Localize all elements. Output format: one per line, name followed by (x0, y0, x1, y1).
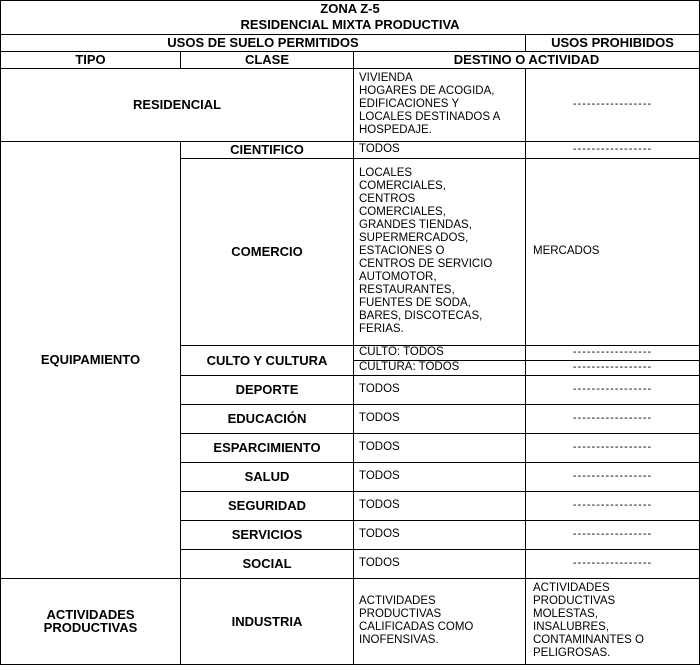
prohibido-salud: ----------------- (526, 462, 700, 491)
header-tipo: TIPO (1, 51, 181, 68)
tipo-residencial: RESIDENCIAL (1, 68, 354, 141)
destino-salud: TODOS (354, 462, 526, 491)
clase-deporte: DEPORTE (181, 375, 354, 404)
destino-line: RESTAURANTES, (359, 284, 455, 296)
tipo-equipamiento: EQUIPAMIENTO (1, 141, 181, 578)
destino-cientifico: TODOS (354, 141, 526, 158)
prohibido-line: MOLESTAS, (533, 608, 598, 620)
zone-title: ZONA Z-5 (1, 1, 700, 18)
tipo-line: PRODUCTIVAS (43, 620, 138, 635)
destino-line: PRODUCTIVAS (359, 608, 442, 620)
prohibido-educacion: ----------------- (526, 404, 700, 433)
destino-servicios: TODOS (354, 520, 526, 549)
clase-comercio: COMERCIO (181, 158, 354, 345)
prohibido-industria (526, 578, 700, 664)
tipo-actividades-productivas (1, 578, 181, 664)
destino-line: BARES, DISCOTECAS, (359, 310, 483, 322)
prohibido-social: ----------------- (526, 549, 700, 578)
destino-line: CENTROS DE SERVICIO (359, 258, 493, 270)
destino-comercio (354, 158, 526, 345)
destino-line: VIVIENDA (359, 72, 413, 84)
destino-line: EDIFICACIONES Y (359, 98, 460, 110)
header-clase: CLASE (181, 51, 354, 68)
prohibido-comercio: MERCADOS (526, 158, 700, 345)
destino-line: COMERCIALES, (359, 180, 446, 192)
prohibido-line: CONTAMINANTES O (533, 634, 644, 646)
clase-seguridad: SEGURIDAD (181, 491, 354, 520)
prohibido-residencial: ----------------- (526, 68, 700, 141)
destino-culto: CULTO: TODOS (354, 345, 526, 360)
destino-seguridad: TODOS (354, 491, 526, 520)
row-cientifico (1, 141, 700, 158)
destino-line: SUPERMERCADOS, (359, 232, 469, 244)
prohibido-servicios: ----------------- (526, 520, 700, 549)
destino-esparcimiento: TODOS (354, 433, 526, 462)
destino-industria (354, 578, 526, 664)
destino-cultura: CULTURA: TODOS (354, 360, 526, 375)
destino-line: FUENTES DE SODA, (359, 297, 471, 309)
prohibido-esparcimiento: ----------------- (526, 433, 700, 462)
prohibido-line: PELIGROSAS. (533, 647, 611, 659)
tipo-line: ACTIVIDADES (46, 607, 135, 622)
clase-esparcimiento: ESPARCIMIENTO (181, 433, 354, 462)
destino-line: CALIFICADAS COMO (359, 621, 474, 633)
destino-line: AUTOMOTOR, (359, 271, 437, 283)
prohibido-cultura: ----------------- (526, 360, 700, 375)
destino-line: HOSPEDAJE. (359, 124, 432, 136)
destino-line: LOCALES DESTINADOS A (359, 111, 501, 123)
clase-educacion: EDUCACIÓN (181, 404, 354, 433)
zone-subtitle: RESIDENCIAL MIXTA PRODUCTIVA (1, 17, 700, 34)
header-permitted: USOS DE SUELO PERMITIDOS (1, 34, 526, 51)
clase-salud: SALUD (181, 462, 354, 491)
clase-servicios: SERVICIOS (181, 520, 354, 549)
destino-deporte: TODOS (354, 375, 526, 404)
destino-line: ESTACIONES O (359, 245, 445, 257)
prohibido-culto: ----------------- (526, 345, 700, 360)
destino-line: INOFENSIVAS. (359, 634, 439, 646)
prohibido-line: PRODUCTIVAS (533, 595, 616, 607)
destino-residencial (354, 68, 526, 141)
destino-line: LOCALES (359, 167, 413, 179)
destino-line: FERIAS. (359, 323, 404, 335)
destino-line: HOGARES DE ACOGIDA, (359, 85, 495, 97)
destino-line: GRANDES TIENDAS, (359, 219, 472, 231)
clase-culto-cultura: CULTO Y CULTURA (181, 345, 354, 375)
destino-social: TODOS (354, 549, 526, 578)
destino-line: ACTIVIDADES (359, 595, 436, 607)
prohibido-cientifico: ----------------- (526, 141, 700, 158)
row-actividades (1, 578, 700, 664)
row-residencial (1, 68, 700, 141)
header-destino: DESTINO O ACTIVIDAD (354, 51, 700, 68)
header-prohibited: USOS PROHIBIDOS (526, 34, 700, 51)
prohibido-deporte: ----------------- (526, 375, 700, 404)
clase-social: SOCIAL (181, 549, 354, 578)
destino-line: COMERCIALES, (359, 206, 446, 218)
prohibido-line: ACTIVIDADES (533, 582, 610, 594)
prohibido-line: INSALUBRES, (533, 621, 610, 633)
destino-educacion: TODOS (354, 404, 526, 433)
clase-cientifico: CIENTIFICO (181, 141, 354, 158)
destino-line: CENTROS (359, 193, 416, 205)
clase-industria: INDUSTRIA (181, 578, 354, 664)
prohibido-seguridad: ----------------- (526, 491, 700, 520)
